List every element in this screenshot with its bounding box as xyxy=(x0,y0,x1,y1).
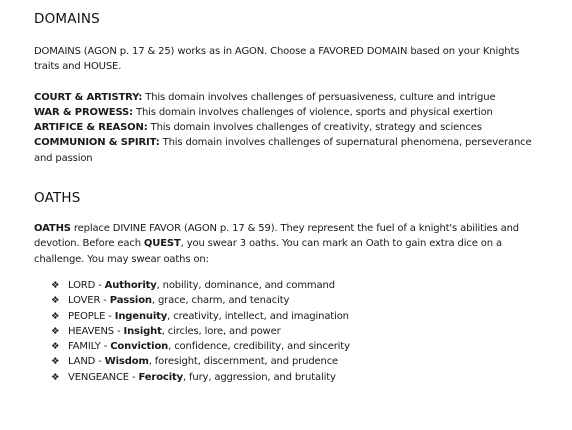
oath-rest: , fury, aggression, and brutality xyxy=(182,371,336,383)
diamond-bullet-icon: ❖ xyxy=(51,310,60,322)
oath-item-land xyxy=(51,354,542,369)
domains-heading: DOMAINS xyxy=(34,11,100,27)
domain-war-prowess xyxy=(34,105,542,120)
oath-rest: , nobility, dominance, and command xyxy=(156,279,335,291)
oath-key: Ingenuity xyxy=(114,310,168,322)
oaths-lead: OATHS xyxy=(34,223,71,235)
domains-intro: DOMAINS (AGON p. 17 & 25) works as in AGON. Choose a FAVORED DOMAIN based on your Knights traits and HOUSE. xyxy=(34,46,520,73)
oath-key: Authority xyxy=(104,279,157,291)
oath-rest: , creativity, intellect, and imagination xyxy=(167,310,349,322)
domain-communion-spirit xyxy=(34,135,542,166)
oath-item-vengeance xyxy=(51,370,542,385)
domain-desc: This domain involves challenges of persuasiveness, culture and intrigue xyxy=(142,91,496,103)
oath-name: VENGEANCE - xyxy=(68,371,139,383)
oath-name: LORD - xyxy=(68,279,105,291)
oath-key: Passion xyxy=(109,295,152,307)
domain-name: COURT & ARTISTRY: xyxy=(34,91,143,103)
oath-item-lord xyxy=(51,278,542,293)
domain-name: WAR & PROWESS: xyxy=(34,106,133,118)
oaths-list xyxy=(34,278,542,385)
oath-key: Insight xyxy=(123,325,162,337)
diamond-bullet-icon: ❖ xyxy=(51,371,60,383)
oath-item-lover xyxy=(51,293,542,308)
oath-item-family xyxy=(51,339,542,354)
oath-name: FAMILY - xyxy=(68,341,111,353)
oath-rest: , confidence, credibility, and sincerity xyxy=(168,341,350,353)
oaths-intro-text: replace DIVINE FAVOR (AGON p. 17 & 59). They represent the fuel of a knight's abilities and devotion. Before each xyxy=(34,223,520,250)
oath-key: Wisdom xyxy=(104,356,149,368)
oath-item-people xyxy=(51,309,542,324)
diamond-bullet-icon: ❖ xyxy=(51,295,60,307)
oath-name: LAND - xyxy=(68,356,105,368)
oath-name: HEAVENS - xyxy=(68,325,124,337)
oath-item-heavens xyxy=(51,324,542,339)
diamond-bullet-icon: ❖ xyxy=(51,341,60,353)
diamond-bullet-icon: ❖ xyxy=(51,325,60,337)
quest-term: QUEST xyxy=(143,238,181,250)
diamond-bullet-icon: ❖ xyxy=(51,279,60,291)
domain-name: COMMUNION & SPIRIT: xyxy=(34,137,160,149)
oath-rest: , foresight, discernment, and prudence xyxy=(148,356,339,368)
domain-desc: This domain involves challenges of creativity, strategy and sciences xyxy=(147,122,482,134)
domains-list xyxy=(34,90,542,166)
domain-desc: This domain involves challenges of supernatural phenomena, perseverance and passion xyxy=(34,137,532,164)
oath-key: Conviction xyxy=(110,341,169,353)
domain-name: ARTIFICE & REASON: xyxy=(34,122,148,134)
domain-artifice-reason xyxy=(34,120,542,135)
oaths-intro-text: , you swear 3 oaths. You can mark an Oath to gain extra dice on a challenge. You may swear oaths on: xyxy=(34,238,502,265)
oath-key: Ferocity xyxy=(138,371,183,383)
oaths-heading: OATHS xyxy=(34,190,81,207)
oath-rest: , circles, lore, and power xyxy=(161,325,281,337)
diamond-bullet-icon: ❖ xyxy=(51,356,60,368)
oath-rest: , grace, charm, and tenacity xyxy=(151,295,290,307)
oath-name: PEOPLE - xyxy=(68,310,115,322)
oaths-intro xyxy=(34,221,542,267)
domain-court-artistry xyxy=(34,90,542,105)
oath-name: LOVER - xyxy=(68,295,110,307)
domain-desc: This domain involves challenges of violence, sports and physical exertion xyxy=(132,106,493,118)
